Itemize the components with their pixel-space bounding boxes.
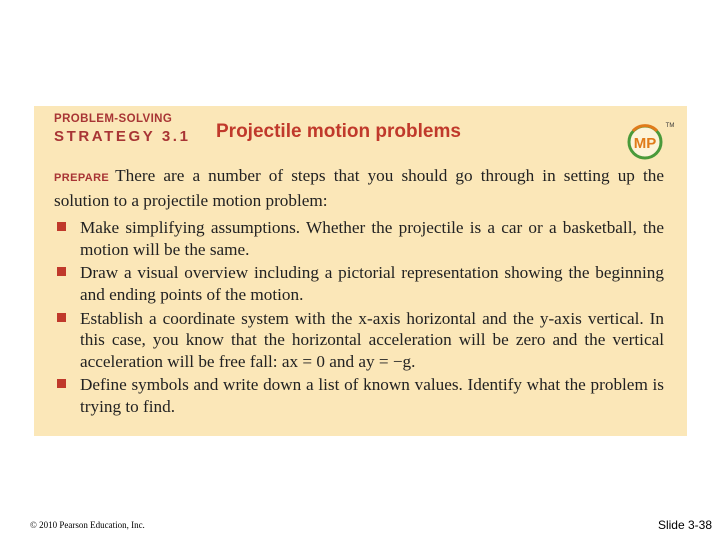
mp-badge-text: MP (633, 135, 657, 152)
strategy-panel (34, 106, 687, 436)
strategy-label (54, 114, 191, 144)
list-item (54, 308, 664, 373)
strategy-body (54, 165, 664, 420)
strategy-label-line2: STRATEGY 3.1 (54, 127, 191, 145)
list-item (54, 262, 664, 305)
step-text: Make simplifying assumptions. Whether the projectile is a car or a basketball, the motion will be the same. (80, 218, 664, 259)
list-item (54, 374, 664, 417)
step-text: Establish a coordinate system with the x-axis horizontal and the y-axis vertical. In this case, you know that the horizontal acceleration will be zero and the vertical acceleration will be free fall: ax = 0 and ay = −g. (80, 308, 664, 371)
mp-badge-icon (625, 118, 675, 162)
strategy-label-line1: PROBLEM-SOLVING (54, 113, 173, 125)
prepare-label: PREPARE (54, 172, 110, 184)
prepare-paragraph (54, 165, 664, 211)
prepare-intro-text: There are a number of steps that you should go through in setting up the solution to a projectile motion problem: (54, 166, 664, 210)
mp-badge-tm: TM (665, 123, 675, 129)
slide-number: Slide 3-38 (657, 518, 712, 532)
bullet-square-icon (57, 222, 66, 231)
bullet-square-icon (57, 313, 66, 322)
step-text: Define symbols and write down a list of known values. Identify what the problem is trying to find. (80, 375, 664, 416)
bullet-square-icon (57, 267, 66, 276)
strategy-title: Projectile motion problems (216, 121, 461, 142)
steps-list (54, 217, 664, 417)
list-item (54, 217, 664, 260)
copyright-notice: © 2010 Pearson Education, Inc. (30, 520, 145, 530)
bullet-square-icon (57, 379, 66, 388)
step-text: Draw a visual overview including a pictorial representation showing the beginning and ending points of the motion. (80, 263, 664, 304)
